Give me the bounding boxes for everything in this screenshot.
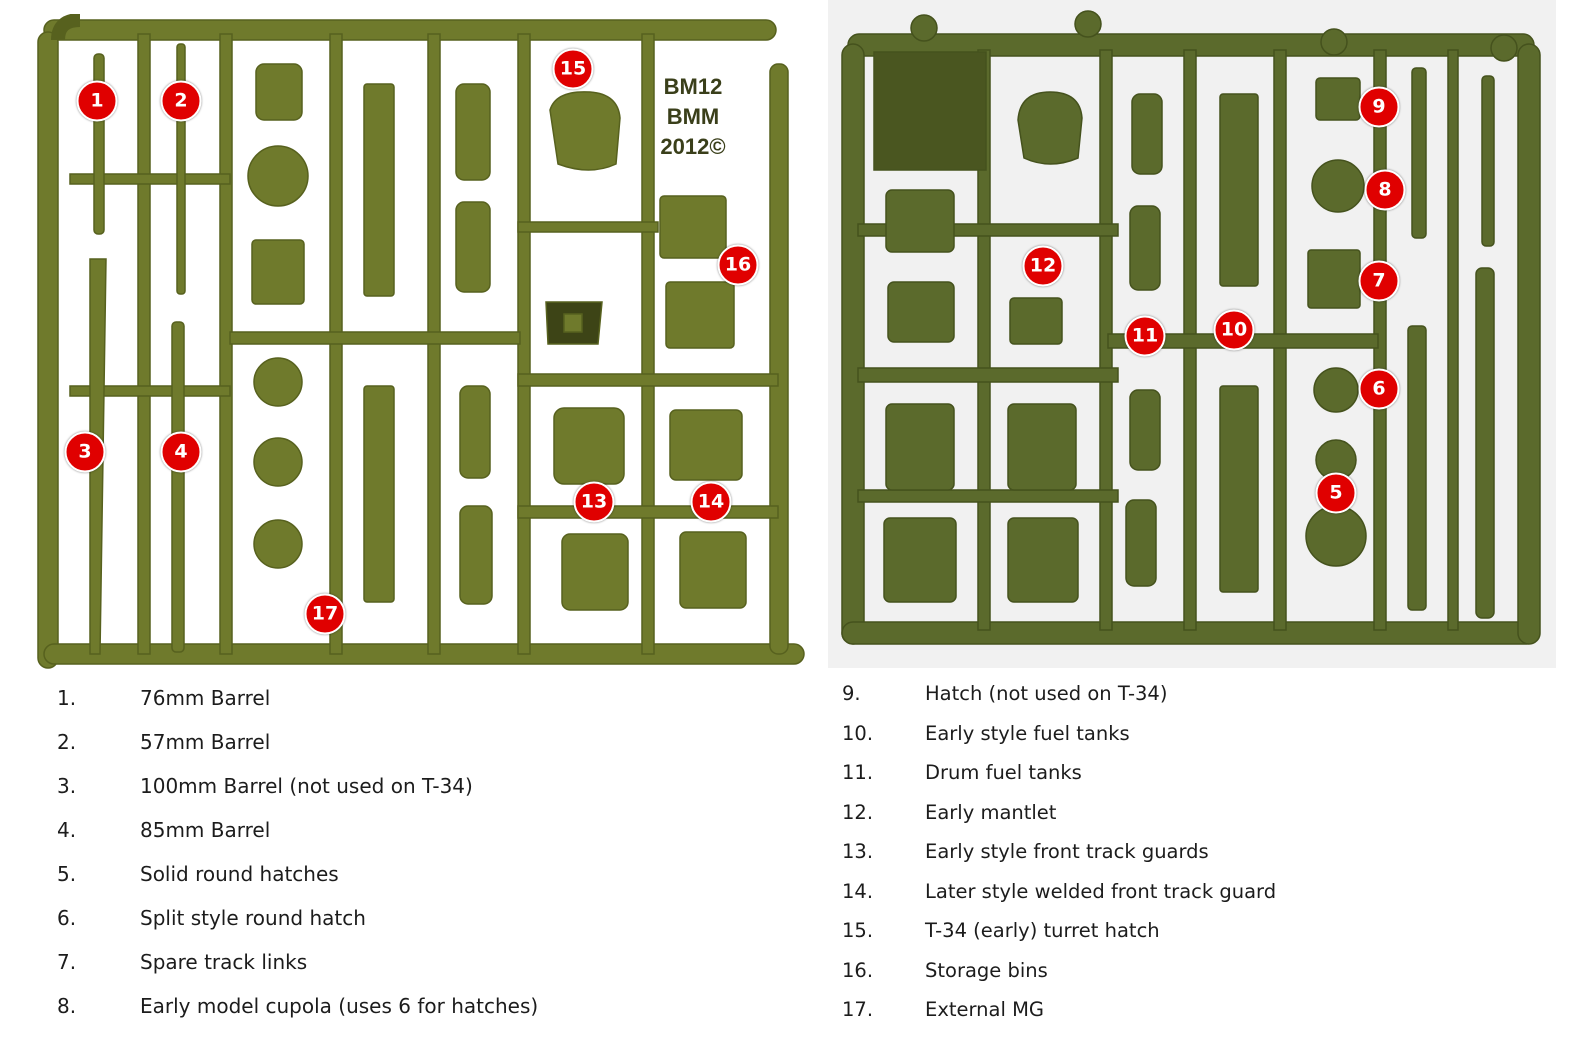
left-sprue-photo bbox=[30, 14, 815, 686]
callout-3: 3 bbox=[65, 432, 106, 473]
legend-number: 5. bbox=[57, 862, 77, 886]
legend-number: 11. bbox=[842, 761, 874, 784]
legend-number: 9. bbox=[842, 682, 861, 705]
callout-13: 13 bbox=[574, 482, 615, 523]
legend-text: 76mm Barrel bbox=[140, 686, 271, 710]
legend-number: 1. bbox=[57, 686, 77, 710]
legend-number: 2. bbox=[57, 730, 77, 754]
legend-text: Early mantlet bbox=[925, 800, 1057, 824]
callout-9: 9 bbox=[1359, 87, 1400, 128]
callout-1: 1 bbox=[77, 81, 118, 122]
sprue-marking-line2: BMM bbox=[666, 104, 720, 129]
legend-number: 4. bbox=[57, 818, 77, 842]
legend-number: 12. bbox=[842, 800, 874, 824]
callout-17: 17 bbox=[305, 594, 346, 635]
legend-text: 100mm Barrel (not used on T-34) bbox=[140, 774, 473, 798]
right-sprue-illustration bbox=[828, 0, 1556, 668]
legend-number: 16. bbox=[842, 958, 874, 982]
legend-number: 6. bbox=[57, 906, 77, 930]
legend-number: 17. bbox=[842, 998, 874, 1021]
legend-text: Early style fuel tanks bbox=[925, 721, 1130, 745]
callout-12: 12 bbox=[1023, 246, 1064, 287]
callout-7: 7 bbox=[1359, 261, 1400, 302]
legend-text: Solid round hatches bbox=[140, 862, 339, 886]
legend-number: 13. bbox=[842, 840, 874, 863]
legend-number: 7. bbox=[57, 950, 77, 974]
legend-text: Drum fuel tanks bbox=[925, 761, 1082, 784]
callout-6: 6 bbox=[1359, 369, 1400, 410]
sprue-marking bbox=[660, 74, 725, 159]
right-sprue-photo bbox=[828, 0, 1556, 668]
legend-text: Early style front track guards bbox=[925, 840, 1209, 863]
legend-number: 14. bbox=[842, 879, 874, 903]
legend-text: Early model cupola (uses 6 for hatches) bbox=[140, 994, 539, 1018]
callout-10: 10 bbox=[1214, 310, 1255, 351]
legend-text: Storage bins bbox=[925, 958, 1048, 982]
callout-16: 16 bbox=[718, 245, 759, 286]
callout-15: 15 bbox=[553, 49, 594, 90]
callout-5: 5 bbox=[1316, 473, 1357, 514]
callout-8: 8 bbox=[1365, 170, 1406, 211]
sprue-marking-line1: BM12 bbox=[663, 74, 723, 99]
legend-text: Hatch (not used on T-34) bbox=[925, 682, 1168, 705]
legend-text: 85mm Barrel bbox=[140, 818, 271, 842]
legend-number: 8. bbox=[57, 994, 77, 1018]
legend-number: 15. bbox=[842, 919, 874, 942]
callout-14: 14 bbox=[691, 482, 732, 523]
legend-text: Split style round hatch bbox=[140, 906, 366, 930]
legend-text: Spare track links bbox=[140, 950, 308, 974]
legend-number: 10. bbox=[842, 721, 874, 745]
sprue-marking-line3: 2012© bbox=[660, 134, 726, 159]
callout-11: 11 bbox=[1125, 316, 1166, 357]
legend-text: 57mm Barrel bbox=[140, 730, 271, 754]
left-sprue-illustration bbox=[30, 14, 815, 686]
legend-text: External MG bbox=[925, 998, 1045, 1021]
legend-text: Later style welded front track guard bbox=[925, 879, 1277, 903]
callout-4: 4 bbox=[161, 432, 202, 473]
legend-number: 3. bbox=[57, 774, 77, 798]
callout-2: 2 bbox=[161, 81, 202, 122]
legend-text: T-34 (early) turret hatch bbox=[925, 919, 1160, 942]
